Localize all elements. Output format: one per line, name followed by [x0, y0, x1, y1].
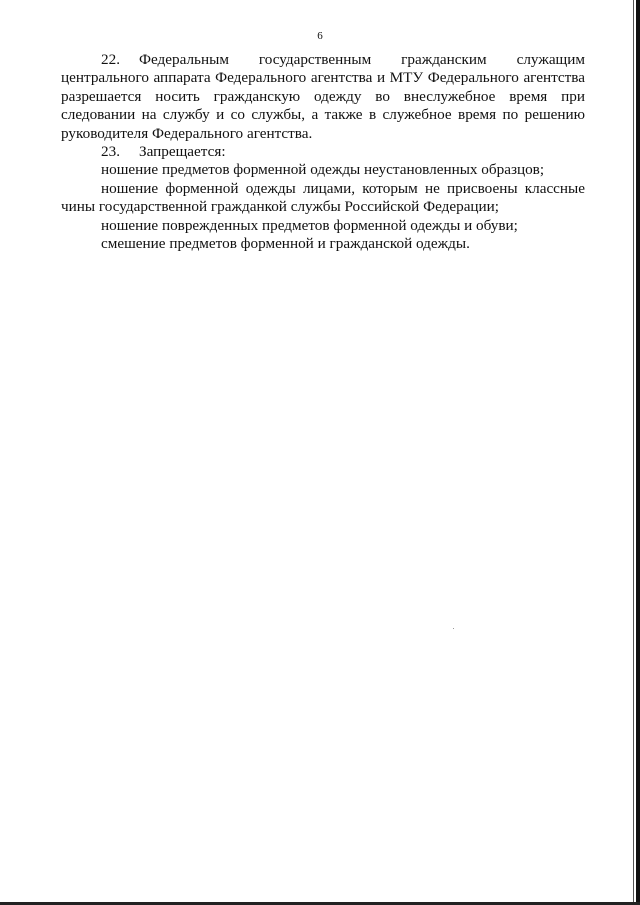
page-number: 6: [317, 30, 323, 42]
list-item-3: ношение поврежденных предметов форменной одежды и обуви;: [101, 216, 518, 234]
list-item-4: смешение предметов форменной и гражданской одежды.: [101, 235, 470, 253]
scan-speck: [453, 628, 454, 629]
list-item-2: ношение форменной одежды лицами, которым не присвоены классные чины государственной гражданкой службы Российской Федерации;: [61, 179, 585, 216]
document-body: [61, 51, 585, 253]
paragraph-23-number: 23.: [101, 143, 120, 161]
scan-edge-line: [633, 0, 634, 905]
paragraph-22: [61, 51, 585, 143]
paragraph-22-text: Федеральным государственным гражданским служащим центрального аппарата Федерального агентства и МТУ Федерального агентства разрешается носить гражданскую одежду во внеслужебное время при следовании на службу и со службы, а также в служебное время по решению руководителя Федерального агентства.: [61, 51, 585, 142]
paragraph-23-text: Запрещается:: [139, 143, 226, 161]
paragraph-23: [61, 143, 585, 161]
paragraph-22-number: 22.: [101, 51, 120, 68]
list-item-1: ношение предметов форменной одежды неустановленных образцов;: [101, 161, 545, 179]
scan-edge-right: [636, 0, 640, 905]
